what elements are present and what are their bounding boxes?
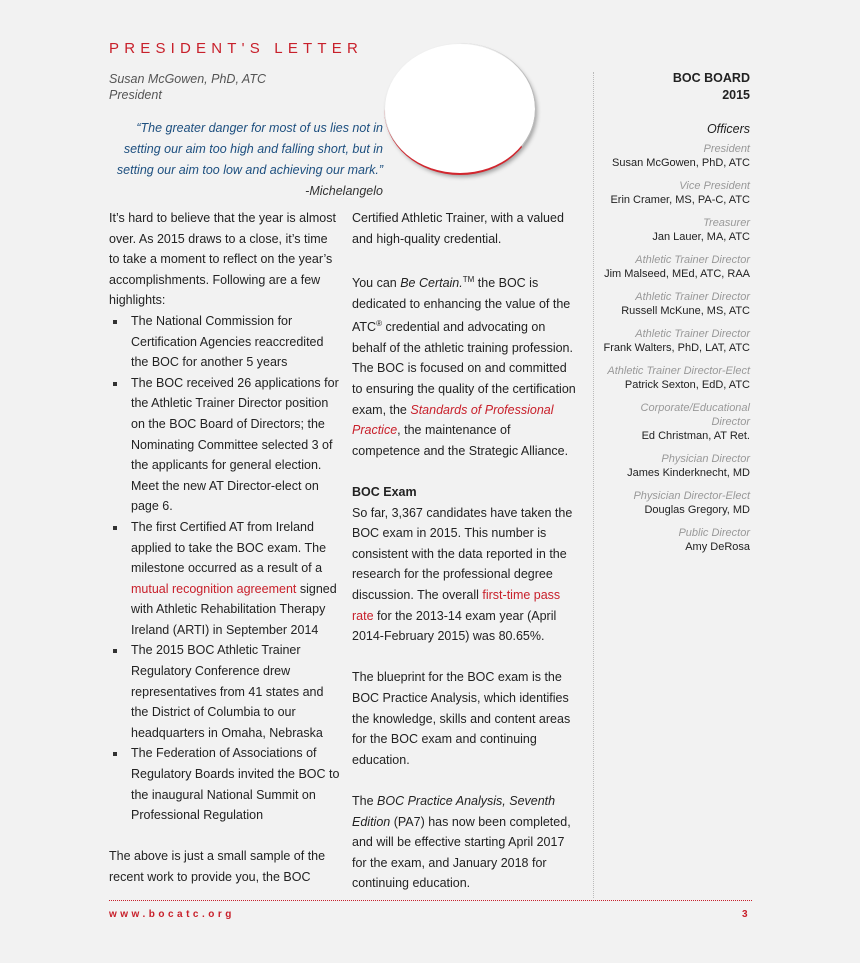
paragraph-text: (PA7) has now been completed, and will be effective starting April 2017 for the exam, and January 2018 for continuing education. [352,814,571,891]
member-name: Susan McGowen, PhD, ATC [612,157,750,169]
page-number: 3 [742,909,748,920]
member-name: Patrick Sexton, EdD, ATC [624,379,750,391]
highlights-list [109,311,341,826]
board-member [600,526,750,555]
board-member [600,452,750,481]
paragraph-text: credential and advocating on behalf of the athletic training profession. The BOC is focused on and committed to ensuring the quality of the certification exam, the [352,320,576,417]
pass-rate-link[interactable]: first-time pass rate [352,588,561,623]
author-name: Susan McGowen, PhD, ATC [109,72,267,86]
member-role: Athletic Trainer Director [635,328,750,340]
paragraph-text: , the maintenance of competence and the Strategic Alliance. [352,423,569,458]
list-item: The BOC received 26 applications for the Athletic Trainer Director position on the BOC Board of Directors; the Nominating Committee selected 3 of the applicants for general election. Meet the new AT Director-elect on page 6. [109,373,341,517]
standards-link[interactable]: Standards of Professional Practice [352,402,554,438]
intro-paragraph: It’s hard to believe that the year is almost over. As 2015 draws to a close, it’s time to take a moment to reflect on the year’s accomplishments. Following are a few highlights: [109,211,336,308]
board-member [600,327,750,356]
board-sidebar [600,70,750,563]
paragraph-text: The [352,793,378,808]
blueprint-paragraph: The blueprint for the BOC exam is the BOC Practice Analysis, which identifies the knowledge, skills and content areas for the BOC exam and continuing education. [352,670,571,767]
list-item: The National Commission for Certification Agencies reaccredited the BOC for another 5 years [109,311,341,373]
officers-heading: Officers [706,122,750,136]
paragraph-text: You can [352,275,401,290]
board-title-line: BOC BOARD [672,71,750,85]
member-role: Public Director [678,527,750,539]
member-name: Ed Christman, AT Ret. [641,430,750,442]
board-title [600,70,750,104]
board-member [600,179,750,208]
member-name: Russell McKune, MS, ATC [621,305,750,317]
member-role: President [703,143,750,155]
exam-heading: BOC Exam [352,485,417,500]
member-role: Treasurer [703,217,750,229]
pull-quote [109,118,383,202]
member-role: Vice President [679,180,750,192]
paragraph-text: for the 2013-14 exam year (April 2014-February 2015) was 80.65%. [352,608,557,644]
member-name: Jim Malseed, MEd, ATC, RAA [604,268,750,280]
board-member [600,489,750,518]
list-item-text: signed with Athletic Rehabilitation Therapy Ireland (ARTI) in September 2014 [131,581,337,637]
members-list [600,142,750,555]
list-item: The Federation of Associations of Regulatory Boards invited the BOC to the inaugural National Summit on Professional Regulation [109,743,341,825]
board-member [600,290,750,319]
member-name: Jan Lauer, MA, ATC [652,231,750,243]
paragraph-text: the BOC is dedicated to enhancing the value of the ATC [352,275,571,335]
member-role: Corporate/Educational Director [640,402,750,428]
continued-paragraph: Certified Athletic Trainer, with a valued and high-quality credential. [352,211,564,246]
quote-text: “The greater danger for most of us lies not in setting our aim too high and falling short, but in setting our aim too low and achieving our mark.” [116,121,383,177]
paragraph-text: So far, 3,367 candidates have taken the BOC exam in 2015. This number is consistent with the data reported in the research for the professional degree discussion. The overall [352,505,573,602]
footer-url[interactable]: www.bocatc.org [109,909,235,920]
mutual-recognition-link[interactable]: mutual recognition agreement [131,581,297,596]
column-divider [593,72,594,898]
board-member [600,142,750,171]
article-column-2 [352,208,580,894]
author-block [109,71,266,103]
footer-divider [109,900,752,901]
board-year: 2015 [722,88,750,102]
be-certain-text: Be Certain. [400,275,463,290]
member-name: Erin Cramer, MS, PA-C, ATC [610,194,750,206]
member-name: Amy DeRosa [685,541,750,553]
be-certain-paragraph [352,270,580,462]
member-name: Douglas Gregory, MD [644,504,750,516]
list-item-text: The first Certified AT from Ireland applied to take the BOC exam. The milestone occurred as a result of a [131,519,327,576]
closing-paragraph: The above is just a small sample of the recent work to provide you, the BOC [109,849,326,884]
pa7-title: BOC Practice Analysis, Seventh Edition [352,793,556,829]
section-title: PRESIDENT'S LETTER [109,40,363,57]
board-member [600,364,750,393]
exam-paragraph [352,503,580,647]
member-role: Athletic Trainer Director-Elect [607,365,750,377]
registered-mark: ® [376,319,382,329]
author-photo-placeholder [385,44,535,174]
board-member [600,253,750,282]
member-role: Athletic Trainer Director [635,254,750,266]
member-role: Physician Director [661,453,750,465]
member-role: Physician Director-Elect [633,490,750,502]
quote-attribution: -Michelangelo [305,184,383,198]
list-item: The 2015 BOC Athletic Trainer Regulatory Conference drew representatives from 41 states and the District of Columbia to our headquarters in Omaha, Nebraska [109,640,341,743]
article-column-1 [109,208,341,888]
list-item [109,517,341,641]
board-member [600,401,750,444]
board-member [600,216,750,245]
author-title: President [109,88,162,102]
trademark-mark: TM [462,274,475,284]
member-role: Athletic Trainer Director [635,291,750,303]
member-name: Frank Walters, PhD, LAT, ATC [603,342,750,354]
pa7-paragraph [352,791,580,894]
member-name: James Kinderknecht, MD [627,467,750,479]
